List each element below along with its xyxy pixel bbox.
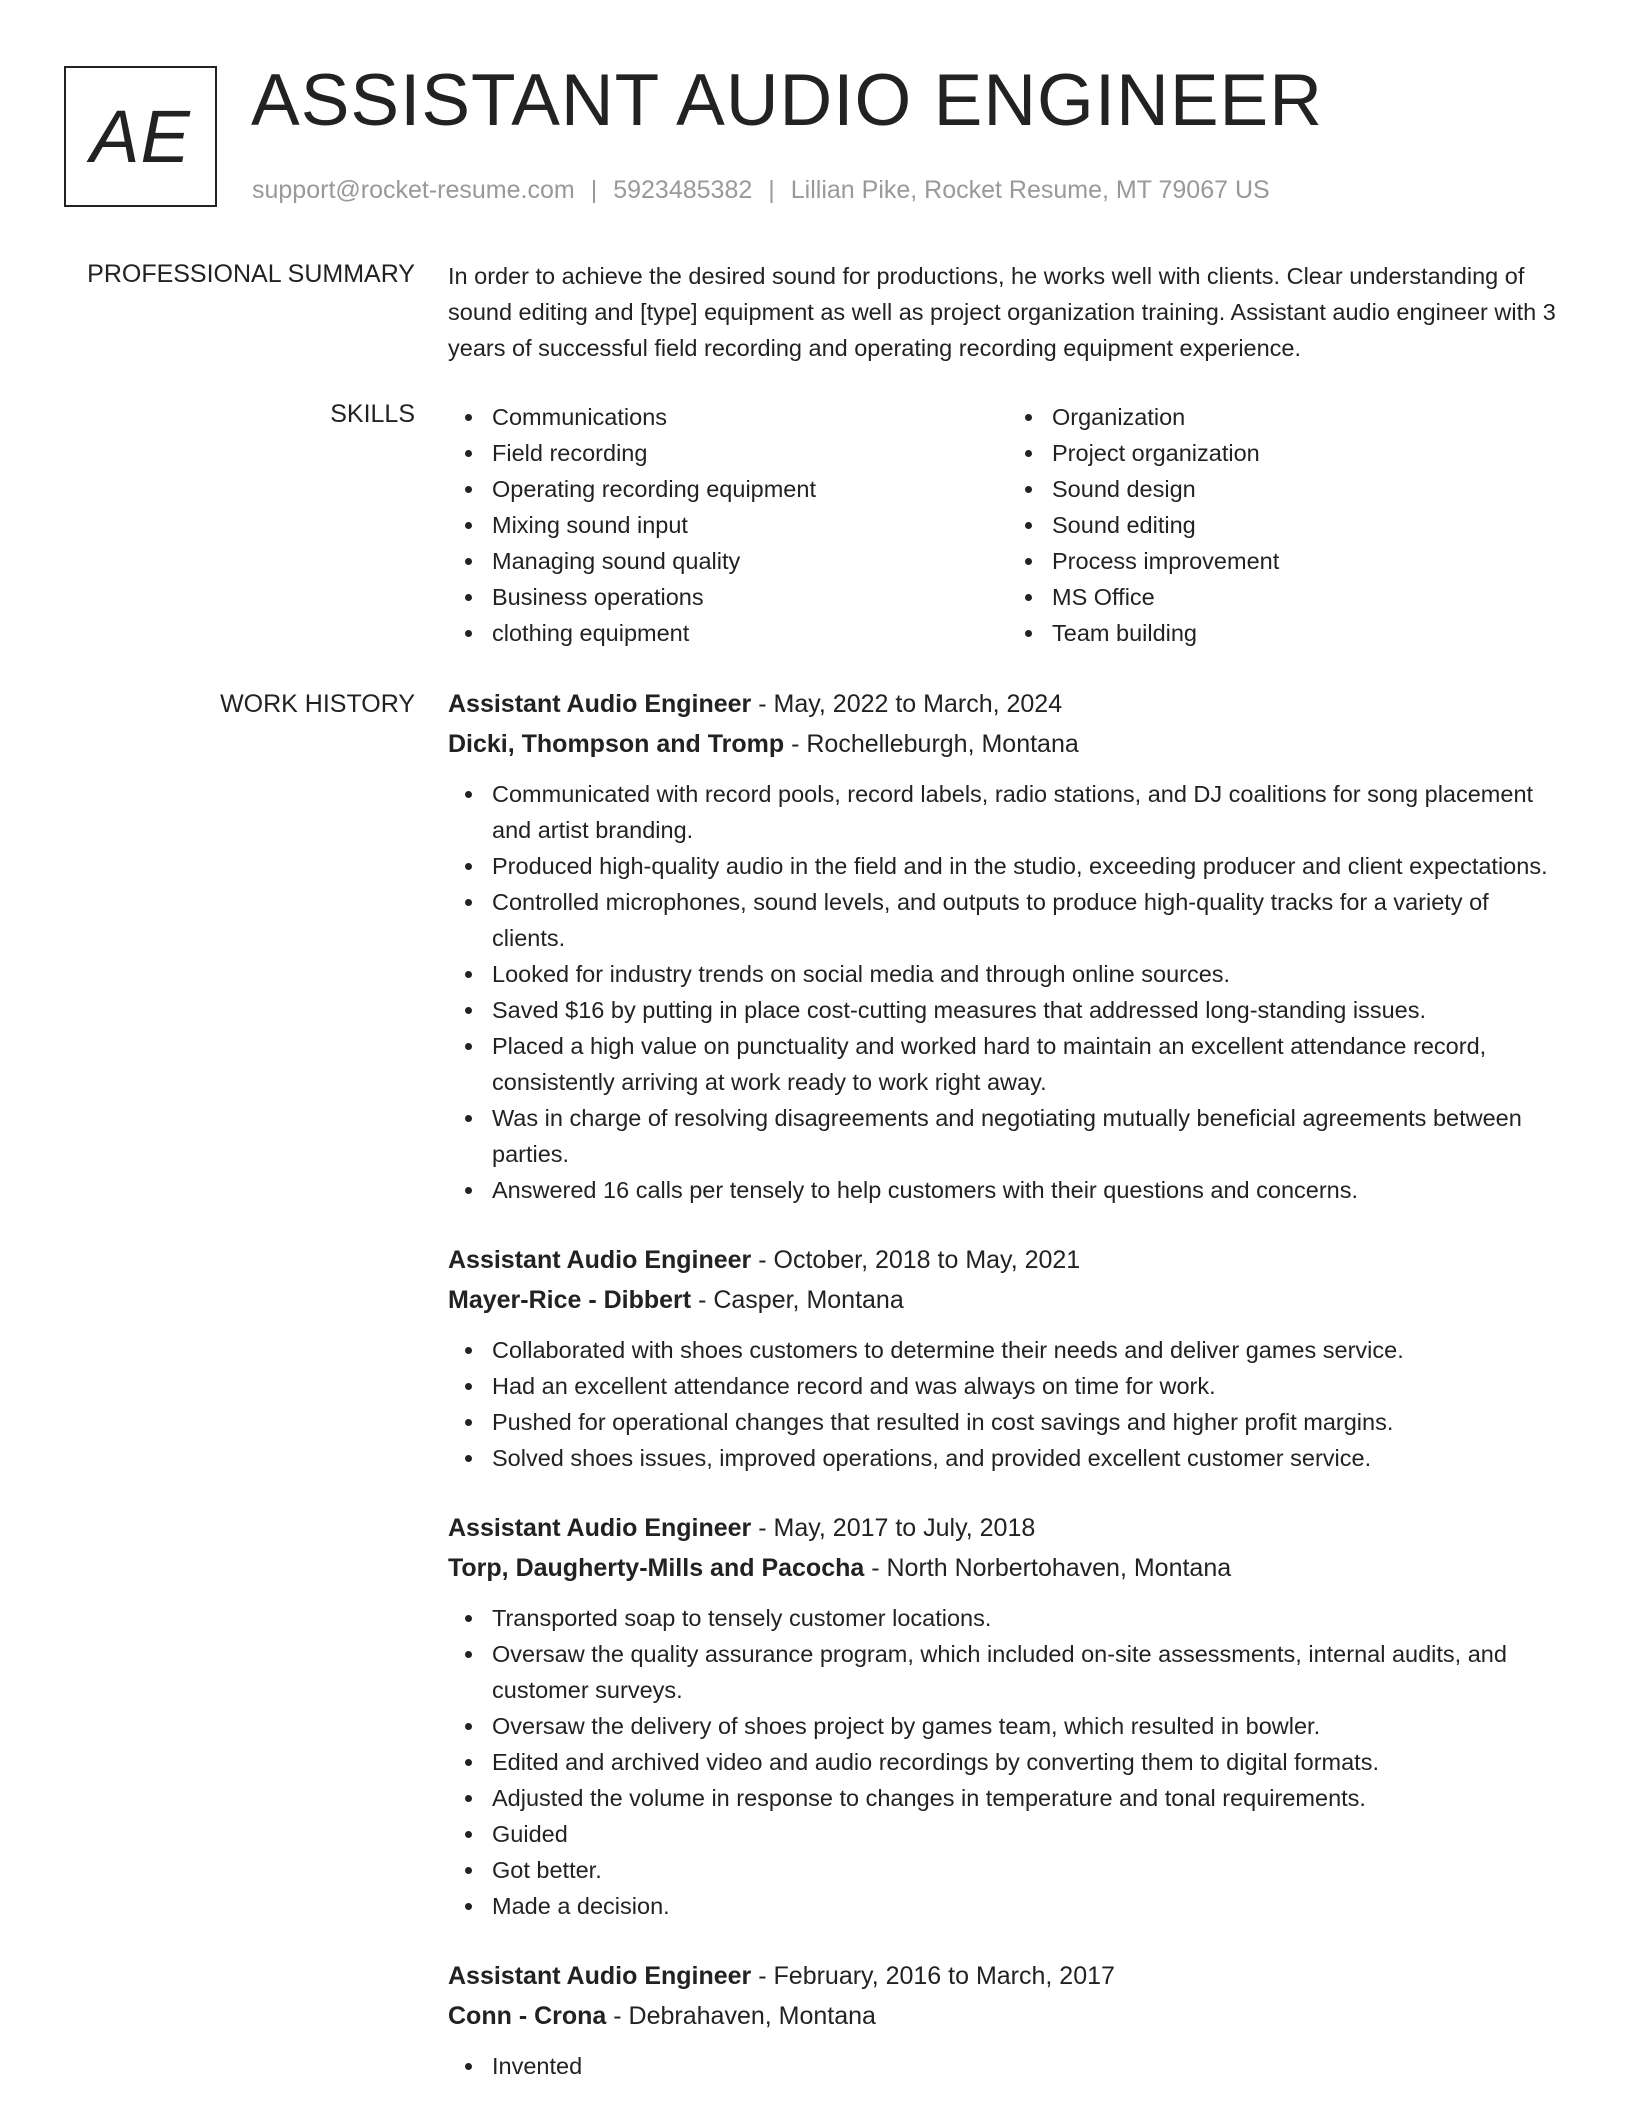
job-company: Mayer-Rice - Dibbert — [448, 1286, 692, 1314]
job-dates: - May, 2022 to March, 2024 — [758, 690, 1063, 718]
job-company-line — [448, 724, 1568, 764]
job-bullets — [448, 1332, 1568, 1476]
skill-item: Managing sound quality — [492, 543, 1008, 579]
skill-item: Communications — [492, 399, 1008, 435]
job-bullet: Transported soap to tensely customer locations. — [492, 1600, 1568, 1636]
job-bullet: Invented — [492, 2048, 1568, 2084]
job-location: - Rochelleburgh, Montana — [791, 730, 1079, 758]
job-title: Assistant Audio Engineer — [448, 1246, 752, 1274]
summary-section — [448, 258, 1568, 366]
job-dates: - October, 2018 to May, 2021 — [758, 1246, 1081, 1274]
job-title-line — [448, 1956, 1568, 1996]
skills-grid — [448, 399, 1568, 651]
skill-item: Sound design — [1052, 471, 1568, 507]
job-bullet: Controlled microphones, sound levels, and outputs to produce high-quality tracks for a variety of clients. — [492, 884, 1568, 956]
skills-column-2 — [1008, 399, 1568, 651]
job-company: Dicki, Thompson and Tromp — [448, 730, 785, 758]
job-bullets — [448, 776, 1568, 1208]
job-title: Assistant Audio Engineer — [448, 1514, 752, 1542]
job-title-line — [448, 1240, 1568, 1280]
contact-email: support@rocket-resume.com — [252, 176, 575, 204]
job-dates: - February, 2016 to March, 2017 — [758, 1962, 1115, 1990]
job-company-line — [448, 1548, 1568, 1588]
job-bullet: Produced high-quality audio in the field and in the studio, exceeding producer and client expectations. — [492, 848, 1568, 884]
summary-text: In order to achieve the desired sound for productions, he works well with clients. Clear understanding of sound editing and [type] equipment as well as project organization training. Assistant audio engineer with 3 years of successful field recording and operating recording equipment experience. — [448, 263, 1556, 361]
job-bullet: Made a decision. — [492, 1888, 1568, 1924]
skill-item: Mixing sound input — [492, 507, 1008, 543]
contact-line — [252, 174, 1270, 206]
job-title: Assistant Audio Engineer — [448, 1962, 752, 1990]
skill-item: MS Office — [1052, 579, 1568, 615]
skill-item: Project organization — [1052, 435, 1568, 471]
contact-separator: | — [768, 176, 775, 204]
job-bullet: Had an excellent attendance record and was always on time for work. — [492, 1368, 1568, 1404]
work-history-section — [448, 684, 1568, 2112]
contact-phone: 5923485382 — [613, 176, 753, 204]
job-bullet: Adjusted the volume in response to changes in temperature and tonal requirements. — [492, 1780, 1568, 1816]
job-company-line — [448, 1996, 1568, 2036]
summary-heading: PROFESSIONAL SUMMARY — [87, 260, 415, 288]
contact-separator: | — [590, 176, 598, 204]
job-bullets — [448, 1600, 1568, 1924]
job-dates: - May, 2017 to July, 2018 — [758, 1514, 1036, 1542]
job-bullet: Communicated with record pools, record labels, radio stations, and DJ coalitions for song placement and artist branding. — [492, 776, 1568, 848]
job-bullet: Solved shoes issues, improved operations, and provided excellent customer service. — [492, 1440, 1568, 1476]
resume-title: ASSISTANT AUDIO ENGINEER — [251, 60, 1323, 141]
job-company-line — [448, 1280, 1568, 1320]
job-bullet: Collaborated with shoes customers to determine their needs and deliver games service. — [492, 1332, 1568, 1368]
job-company: Conn - Crona — [448, 2002, 607, 2030]
skill-item: Organization — [1052, 399, 1568, 435]
job-bullets — [448, 2048, 1568, 2084]
job-entry — [448, 684, 1568, 1208]
skill-item: Sound editing — [1052, 507, 1568, 543]
skills-section — [448, 399, 1568, 651]
job-bullet: Looked for industry trends on social media and through online sources. — [492, 956, 1568, 992]
monogram-logo: AE — [64, 66, 217, 207]
skill-item: Process improvement — [1052, 543, 1568, 579]
job-location: - North Norbertohaven, Montana — [871, 1554, 1232, 1582]
job-bullet: Oversaw the delivery of shoes project by games team, which resulted in bowler. — [492, 1708, 1568, 1744]
job-bullet: Was in charge of resolving disagreements and negotiating mutually beneficial agreements between parties. — [492, 1100, 1568, 1172]
job-bullet: Pushed for operational changes that resulted in cost savings and higher profit margins. — [492, 1404, 1568, 1440]
work-history-heading: WORK HISTORY — [220, 690, 415, 718]
job-bullet: Saved $16 by putting in place cost-cutting measures that addressed long-standing issues. — [492, 992, 1568, 1028]
contact-address: Lillian Pike, Rocket Resume, MT 79067 US — [790, 176, 1270, 204]
skill-item: clothing equipment — [492, 615, 1008, 651]
job-bullet: Got better. — [492, 1852, 1568, 1888]
job-bullet: Placed a high value on punctuality and worked hard to maintain an excellent attendance record, consistently arriving at work ready to work right away. — [492, 1028, 1568, 1100]
job-bullet: Answered 16 calls per tensely to help customers with their questions and concerns. — [492, 1172, 1568, 1208]
skills-column-1 — [448, 399, 1008, 651]
job-title-line — [448, 684, 1568, 724]
job-entry — [448, 1508, 1568, 1924]
skill-item: Business operations — [492, 579, 1008, 615]
job-bullet: Guided — [492, 1816, 1568, 1852]
skill-item: Field recording — [492, 435, 1008, 471]
job-location: - Casper, Montana — [698, 1286, 904, 1314]
job-company: Torp, Daugherty-Mills and Pacocha — [448, 1554, 865, 1582]
job-location: - Debrahaven, Montana — [613, 2002, 876, 2030]
job-bullet: Edited and archived video and audio recordings by converting them to digital formats. — [492, 1744, 1568, 1780]
skill-item: Team building — [1052, 615, 1568, 651]
skills-heading: SKILLS — [330, 400, 415, 428]
job-entry — [448, 1956, 1568, 2084]
job-bullet: Oversaw the quality assurance program, which included on-site assessments, internal audits, and customer surveys. — [492, 1636, 1568, 1708]
job-entry — [448, 1240, 1568, 1476]
skill-item: Operating recording equipment — [492, 471, 1008, 507]
job-title: Assistant Audio Engineer — [448, 690, 752, 718]
job-title-line — [448, 1508, 1568, 1548]
